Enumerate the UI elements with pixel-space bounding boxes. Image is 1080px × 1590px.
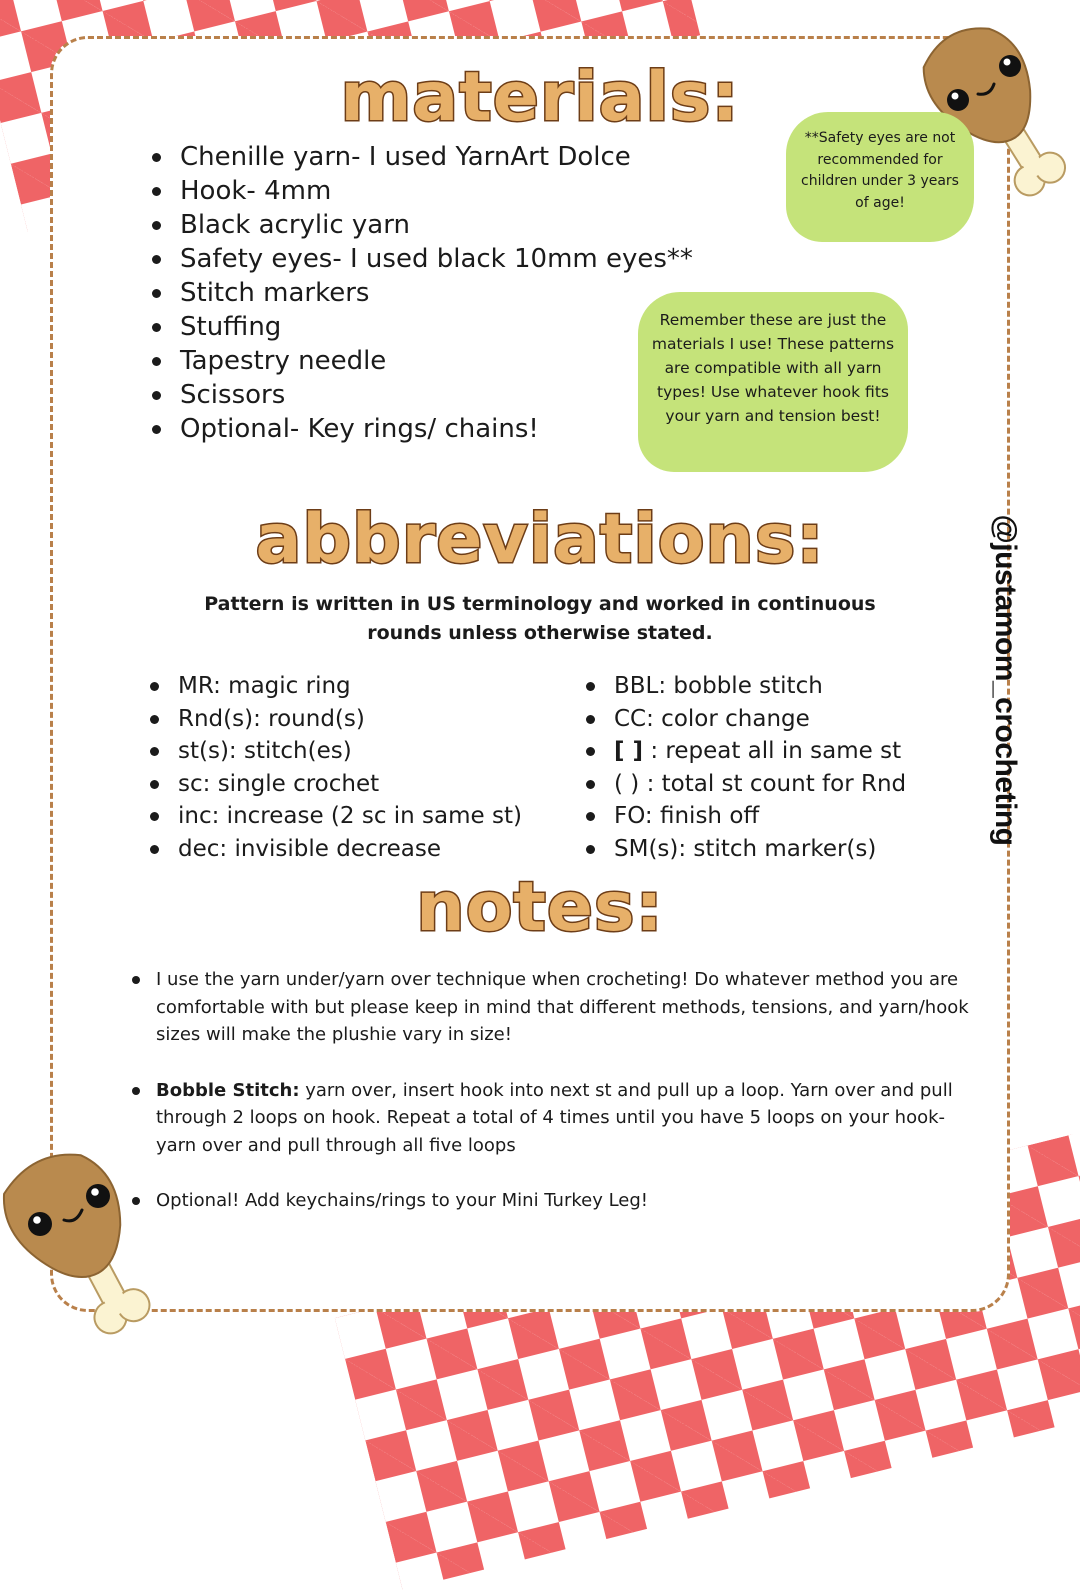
- list-item: inc: increase (2 sc in same st): [150, 800, 522, 833]
- list-item: st(s): stitch(es): [150, 735, 522, 768]
- brackets-symbol: [ ]: [614, 738, 644, 764]
- list-item: [586, 735, 906, 768]
- social-handle-text: @justamom_crocheting: [989, 514, 1022, 846]
- list-item: sc: single crochet: [150, 768, 522, 801]
- list-item: FO: finish off: [586, 800, 906, 833]
- list-item: BBL: bobble stitch: [586, 670, 906, 703]
- brackets-text: : repeat all in same st: [643, 738, 902, 764]
- list-item: CC: color change: [586, 703, 906, 736]
- abbreviations-list-left: [150, 670, 522, 865]
- bobble-stitch-text: yarn over, insert hook into next st and pull up a loop. Yarn over and pull through 2 loops on hook. Repeat a total of 4 times until you have 5 loops on your hook- yarn over and pull through all five loops: [156, 1079, 953, 1156]
- safety-note-bubble: **Safety eyes are not recommended for children under 3 years of age!: [786, 112, 974, 242]
- list-item: Black acrylic yarn: [152, 208, 693, 242]
- abbreviations-list-right: [586, 670, 906, 865]
- list-item: I use the yarn under/yarn over technique when crocheting! Do whatever method you are comfortable with but please keep in mind that different methods, tensions, and yarn/hook sizes will make the plushie vary in size!: [130, 966, 990, 1049]
- terminology-note: Pattern is written in US terminology and worked in continuous rounds unless otherwise stated.: [204, 593, 876, 644]
- materials-list: [152, 140, 693, 446]
- abbreviations-heading: abbreviations:: [255, 500, 825, 579]
- list-item: Safety eyes- I used black 10mm eyes**: [152, 242, 693, 276]
- list-item: Chenille yarn- I used YarnArt Dolce: [152, 140, 693, 174]
- list-item: [130, 1077, 990, 1160]
- list-item: dec: invisible decrease: [150, 833, 522, 866]
- list-item: Optional! Add keychains/rings to your Mini Turkey Leg!: [130, 1187, 990, 1215]
- materials-note-bubble: Remember these are just the materials I use! These patterns are compatible with all yarn types! Use whatever hook fits your yarn and tension best!: [638, 292, 908, 472]
- list-item: Tapestry needle: [152, 344, 693, 378]
- list-item: SM(s): stitch marker(s): [586, 833, 906, 866]
- notes-list: [130, 966, 990, 1243]
- list-item: Stitch markers: [152, 276, 693, 310]
- list-item: ( ) : total st count for Rnd: [586, 768, 906, 801]
- list-item: MR: magic ring: [150, 670, 522, 703]
- social-handle: [985, 514, 1025, 846]
- materials-heading: materials:: [340, 58, 740, 137]
- notes-heading: notes:: [416, 868, 664, 947]
- list-item: Hook- 4mm: [152, 174, 693, 208]
- list-item: Scissors: [152, 378, 693, 412]
- list-item: Rnd(s): round(s): [150, 703, 522, 736]
- list-item: Stuffing: [152, 310, 693, 344]
- bobble-stitch-label: Bobble Stitch:: [156, 1079, 300, 1101]
- list-item: Optional- Key rings/ chains!: [152, 412, 693, 446]
